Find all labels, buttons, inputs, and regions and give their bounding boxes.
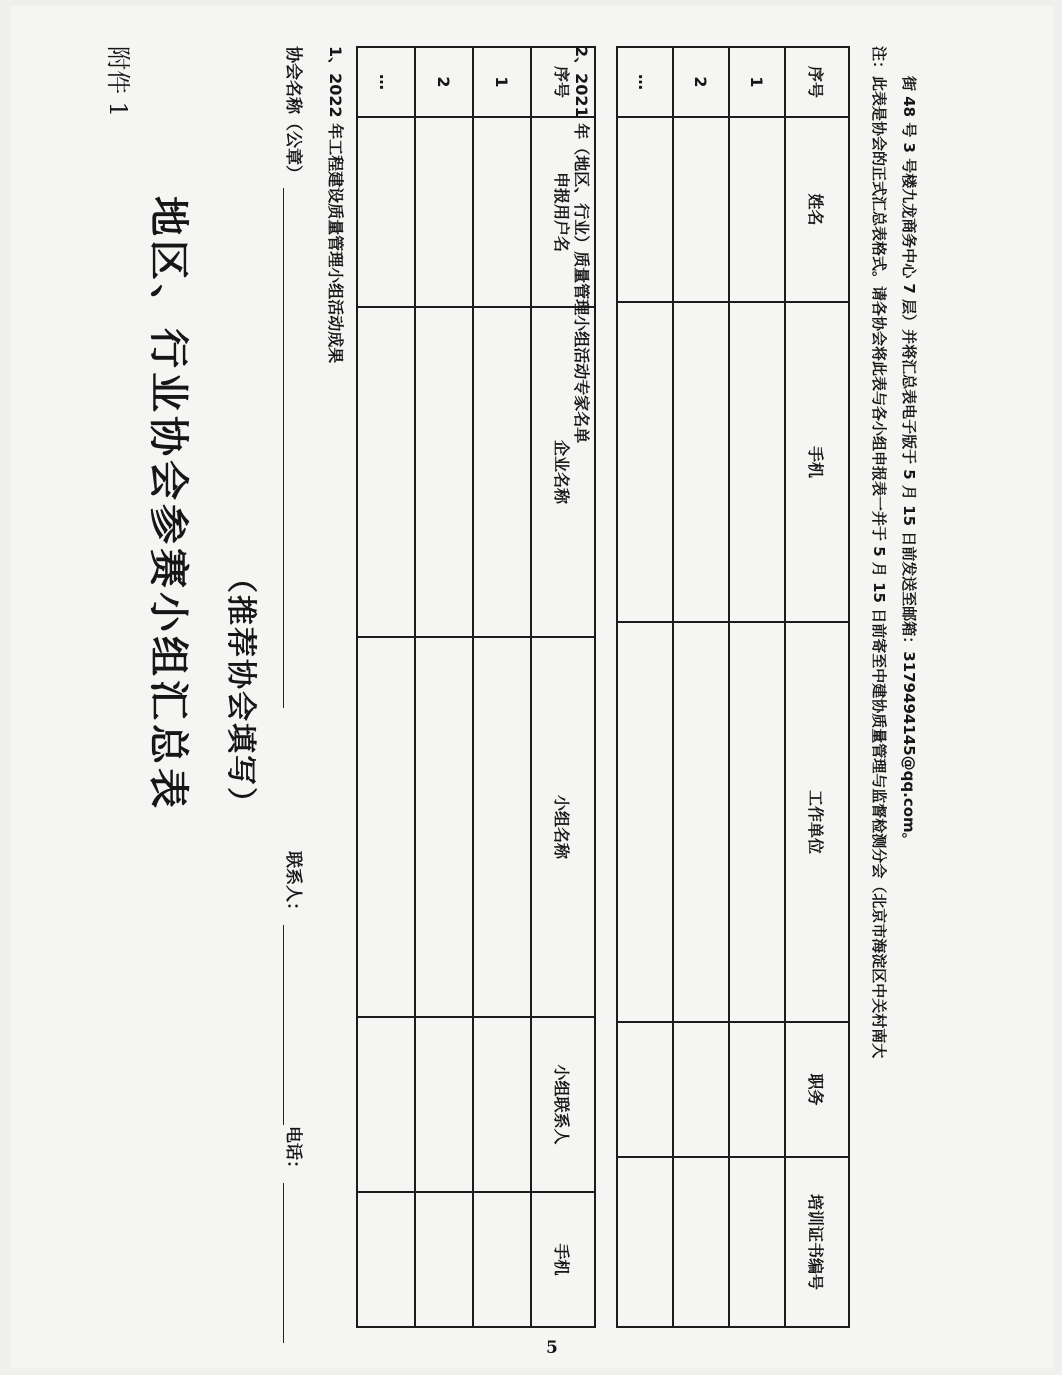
table-cell: [617, 302, 673, 622]
table-header-row: [785, 47, 849, 1327]
header-cell: 序号: [531, 47, 595, 117]
table-cell: [673, 1157, 729, 1327]
phone-line: [283, 1183, 300, 1343]
achievements-table: [356, 46, 596, 1328]
table-cell: [357, 1017, 415, 1192]
table-cell: [617, 1022, 673, 1157]
header-cell: 小组名称: [531, 637, 595, 1017]
table-cell: [673, 117, 729, 302]
table-cell: [473, 1017, 531, 1192]
table-cell: 1: [473, 47, 531, 117]
table-cell: 2: [415, 47, 473, 117]
table-cell: [617, 622, 673, 1022]
footnote-line-2: 街 48 号 3 号楼九龙商务中心 7 层）并将汇总表电子版于 5 月 15 日前发送至邮箱：3179494145@qq.com。: [900, 76, 918, 848]
table-row: [357, 47, 415, 1327]
table-cell: [415, 117, 473, 307]
table-cell: [473, 1192, 531, 1327]
contact-label: 联系人：: [283, 851, 303, 919]
table-row: [617, 47, 673, 1327]
header-cell: 培训证书编号: [785, 1157, 849, 1327]
header-cell: 职务: [785, 1022, 849, 1157]
association-name-label: 协会名称（公章）: [283, 46, 303, 182]
table-row: [473, 47, 531, 1327]
table-row: [729, 47, 785, 1327]
table-cell: [357, 307, 415, 637]
table-cell: 2: [673, 47, 729, 117]
footnote-line-1: 注：此表是协会的正式汇总表格式。请各协会将此表与各小组申报表一并于 5 月 15 日前寄至中建协质量管理与监督检测分会（北京市海淀区中关村南大: [870, 46, 888, 1059]
table-cell: [729, 1022, 785, 1157]
table-cell: [473, 117, 531, 307]
table-cell: [357, 117, 415, 307]
table-row: [673, 47, 729, 1327]
header-cell: 工作单位: [785, 622, 849, 1022]
table-cell: …: [617, 47, 673, 117]
table-row: [415, 47, 473, 1327]
association-name-field: [283, 46, 308, 708]
table-cell: [729, 1157, 785, 1327]
page-title: 地区、行业协会参赛小组汇总表: [145, 196, 192, 812]
table-cell: [357, 637, 415, 1017]
attachment-label: 附件 1: [104, 46, 132, 117]
contact-field: [283, 851, 308, 1125]
table-cell: [415, 307, 473, 637]
header-cell: 姓名: [785, 117, 849, 302]
header-cell: 序号: [785, 47, 849, 117]
phone-label: 电话：: [283, 1126, 303, 1177]
page-subtitle: （推荐协会填写）: [223, 563, 258, 819]
page-number: 5: [546, 1338, 558, 1358]
contact-line: [283, 925, 300, 1125]
header-cell: 手机: [785, 302, 849, 622]
document-sheet: [10, 6, 1054, 1368]
table-cell: [617, 117, 673, 302]
table-cell: …: [357, 47, 415, 117]
table-cell: [673, 622, 729, 1022]
table-cell: [415, 1017, 473, 1192]
section1-heading: 1、2022 年工程建设质量管理小组活动成果: [326, 46, 345, 364]
header-cell: 企业名称: [531, 307, 595, 637]
table-cell: [357, 1192, 415, 1327]
table-cell: [729, 622, 785, 1022]
phone-field: [283, 1126, 308, 1343]
table-cell: [415, 637, 473, 1017]
table-cell: [473, 637, 531, 1017]
table-cell: [729, 302, 785, 622]
header-cell: 申报用户名: [531, 117, 595, 307]
table-cell: [673, 302, 729, 622]
table-cell: [473, 307, 531, 637]
table-cell: 1: [729, 47, 785, 117]
experts-table: [616, 46, 850, 1328]
header-cell: 小组联系人: [531, 1017, 595, 1192]
table-cell: [673, 1022, 729, 1157]
table-cell: [415, 1192, 473, 1327]
table-cell: [617, 1157, 673, 1327]
association-name-line: [283, 188, 300, 708]
table-cell: [729, 117, 785, 302]
rotated-page: [68, 46, 928, 1336]
header-cell: 手机: [531, 1192, 595, 1327]
section2-heading: 2、2021 年（地区、行业）质量管理小组活动专家名单: [572, 46, 591, 444]
